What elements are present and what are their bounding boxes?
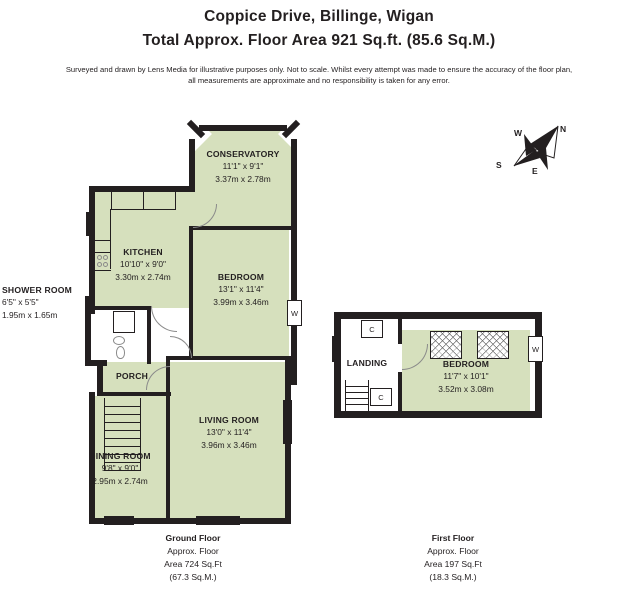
label-living-room-imperial: 13'0" x 11'4" — [206, 427, 252, 438]
stair-tread-5 — [104, 438, 141, 439]
shower-tray-top — [113, 311, 135, 312]
label-porch-name: PORCH — [115, 371, 149, 381]
label-dining-room-imperial: 9'8" x 9'0" — [101, 463, 139, 474]
door-swing-kitchen-hall — [151, 306, 177, 332]
wall-first-bottom — [334, 411, 542, 418]
kitchen-counter-right — [175, 191, 176, 209]
cupboard-top-label: C — [369, 325, 375, 334]
label-living-room — [177, 414, 281, 451]
shower-tray-right — [134, 311, 135, 333]
wall-first-top — [334, 312, 542, 319]
cupboard-top — [361, 320, 383, 338]
first-floor-title: First Floor — [431, 533, 475, 543]
wall-first-landing-divider — [398, 318, 402, 344]
wall-shower-right — [147, 306, 151, 364]
label-landing-name: LANDING — [346, 358, 388, 368]
wall-first-right — [535, 312, 542, 418]
label-conservatory — [193, 148, 293, 185]
label-landing — [334, 357, 400, 369]
label-conservatory-name: CONSERVATORY — [206, 149, 280, 159]
label-living-room-metric: 3.96m x 3.46m — [201, 439, 257, 450]
first-floor-line-2: Area 197 Sq.Ft — [424, 558, 482, 569]
label-kitchen-imperial: 10'10" x 9'0" — [120, 259, 166, 270]
first-floor-line-3: (18.3 Sq.M.) — [429, 571, 477, 582]
label-living-room-name: LIVING ROOM — [199, 415, 259, 425]
first-stair-tread-2 — [345, 392, 369, 393]
label-dining-room-name: DINING ROOM — [89, 451, 151, 461]
compass-label-north: N — [560, 124, 567, 134]
label-bedroom-first-name: BEDROOM — [442, 359, 490, 369]
label-dining-room — [72, 450, 168, 487]
label-bedroom-ground-imperial: 13'1" x 11'4" — [218, 284, 264, 295]
label-shower-room-name: SHOWER ROOM — [2, 285, 72, 295]
wall-kitchen-bottom-divider — [93, 306, 151, 310]
stair-tread-6 — [104, 446, 141, 447]
ground-floor-caption — [118, 532, 268, 584]
wall-conservatory-top — [199, 125, 287, 131]
cupboard-bottom-label: C — [378, 393, 384, 402]
eaves-panel-right — [477, 331, 509, 359]
cupboard-bottom — [370, 388, 392, 406]
ground-floor-line-3: (67.3 Sq.M.) — [169, 571, 217, 582]
kitchen-counter-bottom — [111, 209, 176, 210]
disclaimer-line-1: Surveyed and drawn by Lens Media for illustrative purposes only. Not to scale. Whilst every attempt was made to ensure the accuracy of the floor plan, — [65, 65, 573, 74]
label-shower-room-imperial: 6'5" x 5'5" — [2, 297, 39, 308]
first-stair-left — [345, 380, 346, 411]
window-marker-bottom-dining — [104, 516, 134, 525]
compass-label-east: E — [532, 166, 538, 176]
page-title: Coppice Drive, Billinge, Wigan — [204, 8, 434, 25]
wall-bedroom-right-lower — [291, 231, 297, 301]
w-marker-first — [528, 336, 543, 362]
label-conservatory-imperial: 11'1" x 9'1" — [222, 161, 264, 172]
page-subtitle: Total Approx. Floor Area 921 Sq.ft. (85.6 Sq.M.) — [142, 32, 496, 49]
stair-tread-4 — [104, 430, 141, 431]
stair-tread-1 — [104, 406, 141, 407]
shower-tray-bottom — [113, 332, 135, 333]
ground-floor-line-2: Area 724 Sq.Ft — [164, 558, 222, 569]
label-bedroom-first — [405, 358, 527, 395]
eaves-panel-left — [430, 331, 462, 359]
wall-bedroom-top — [189, 226, 297, 230]
kitchen-run-left-edge — [94, 240, 111, 241]
label-porch — [100, 370, 164, 382]
wall-porch-bottom — [97, 392, 171, 396]
window-marker-right-living — [283, 400, 292, 444]
window-marker-bottom-living — [196, 516, 240, 525]
label-shower-room-metric: 1.95m x 1.65m — [2, 309, 58, 320]
first-stair-tread-1 — [345, 386, 369, 387]
compass-label-south: S — [496, 160, 502, 170]
toilet-icon — [116, 346, 125, 359]
label-kitchen-metric: 3.30m x 2.74m — [115, 271, 171, 282]
stair-tread-2 — [104, 414, 141, 415]
first-stair-right — [368, 380, 369, 411]
shower-tray-left — [113, 311, 114, 333]
label-dining-room-metric: 2.95m x 2.74m — [92, 475, 148, 486]
label-kitchen-name: KITCHEN — [123, 247, 163, 257]
first-stair-tread-4 — [345, 404, 369, 405]
first-floor-line-1: Approx. Floor — [427, 545, 479, 556]
disclaimer-line-2: all measurements are approximate and no responsibility is taken for any error. — [188, 76, 450, 86]
w-marker-first-label: W — [531, 345, 540, 354]
first-stair-tread-3 — [345, 398, 369, 399]
label-shower-room — [2, 284, 94, 321]
first-floor-caption — [378, 532, 528, 584]
kitchen-sink-divider — [143, 191, 144, 209]
label-bedroom-first-metric: 3.52m x 3.08m — [438, 383, 494, 394]
label-bedroom-ground-metric: 3.99m x 3.46m — [213, 296, 269, 307]
w-marker-ground — [287, 300, 302, 326]
label-bedroom-ground-name: BEDROOM — [217, 272, 265, 282]
compass-rose — [496, 124, 582, 180]
label-bedroom-ground — [194, 271, 288, 308]
wall-first-landing-divider-lower — [398, 372, 402, 412]
label-kitchen — [96, 246, 190, 283]
kitchen-counter-left — [111, 191, 112, 209]
ground-floor-title: Ground Floor — [165, 533, 221, 543]
compass-icon — [496, 124, 582, 180]
wash-basin-icon — [113, 336, 125, 345]
compass-label-west: W — [514, 128, 523, 138]
w-marker-ground-label: W — [290, 309, 299, 318]
wall-right-lower — [291, 325, 297, 385]
ground-floor-line-1: Approx. Floor — [167, 545, 219, 556]
label-conservatory-metric: 3.37m x 2.78m — [215, 173, 271, 184]
wall-shower-bottom — [85, 360, 107, 366]
stair-tread-3 — [104, 422, 141, 423]
window-marker-left-kitchen — [86, 212, 94, 236]
label-bedroom-first-imperial: 11'7" x 10'1" — [443, 371, 489, 382]
